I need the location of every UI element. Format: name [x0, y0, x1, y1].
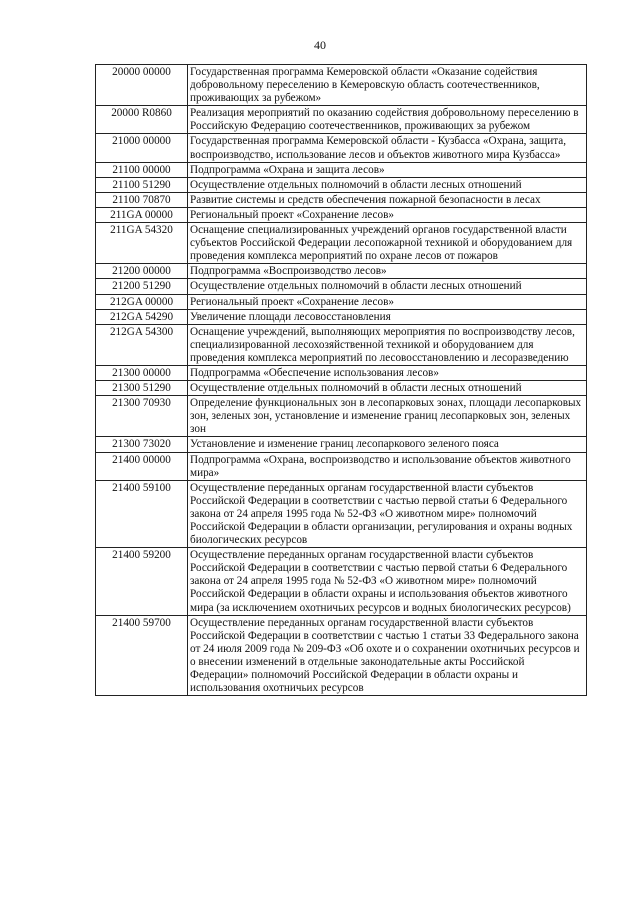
table-row [96, 396, 587, 437]
row-code: 21400 59100 [96, 480, 188, 547]
row-name: Оснащение специализированных учреждений органов государственной власти субъектов Российской Федерации лесопожарной техникой и оборудованием для проведения комплекса мероприятий по охране лесов от пожаров [188, 223, 587, 264]
row-name: Осуществление переданных органам государственной власти субъектов Российской Федерации в соответствии с частью 1 статьи 33 Федерального закона от 24 июля 2009 года № 209-ФЗ «Об охоте и о сохранении охотничьих ресурсов и о внесении изменений в отдельные законодательные акты Российской Федерации» полномочий Российской Федерации в области охраны и использования охотничьих ресурсов [188, 615, 587, 696]
row-code: 21100 00000 [96, 162, 188, 177]
page-number: 40 [314, 38, 326, 52]
row-name: Подпрограмма «Охрана, воспроизводство и использование объектов животного мира» [188, 452, 587, 480]
row-code: 21000 00000 [96, 134, 188, 162]
table-row [96, 192, 587, 207]
table-row [96, 615, 587, 696]
table-row [96, 134, 587, 162]
table-row [96, 279, 587, 294]
table-row [96, 177, 587, 192]
row-code: 212GA 54290 [96, 309, 188, 324]
row-code: 21200 00000 [96, 264, 188, 279]
table-row [96, 309, 587, 324]
row-name: Осуществление переданных органам государственной власти субъектов Российской Федерации в соответствии с частью первой статьи 6 Федерального закона от 24 апреля 1995 года № 52-ФЗ «О животном мире» полномочий Российской Федерации в области организации, регулирования и охраны водных биологических ресурсов [188, 480, 587, 547]
row-code: 21200 51290 [96, 279, 188, 294]
table-row [96, 106, 587, 134]
row-name: Реализация мероприятий по оказанию содействия добровольному переселению в Российскую Федерацию соотечественников, проживающих за рубежом [188, 106, 587, 134]
row-code: 21400 00000 [96, 452, 188, 480]
row-name: Подпрограмма «Обеспечение использования лесов» [188, 365, 587, 380]
row-name: Подпрограмма «Воспроизводство лесов» [188, 264, 587, 279]
row-code: 21400 59700 [96, 615, 188, 696]
row-code: 21300 51290 [96, 381, 188, 396]
row-code: 21300 73020 [96, 437, 188, 452]
table-row [96, 223, 587, 264]
row-code: 212GA 54300 [96, 324, 188, 365]
row-code: 21300 00000 [96, 365, 188, 380]
table-row [96, 324, 587, 365]
row-code: 21100 51290 [96, 177, 188, 192]
table-row [96, 381, 587, 396]
table-row [96, 207, 587, 222]
row-code: 211GA 54320 [96, 223, 188, 264]
table-row [96, 65, 587, 106]
row-code: 20000 R0860 [96, 106, 188, 134]
row-name: Определение функциональных зон в лесопарковых зонах, площади лесопарковых зон, зеленых зон, установление и изменение границ лесопарковых зон, зеленых зон [188, 396, 587, 437]
row-name: Государственная программа Кемеровской области «Оказание содействия добровольному переселению в Кемеровскую область соотечественников, проживающих за рубежом» [188, 65, 587, 106]
row-name: Оснащение учреждений, выполняющих мероприятия по воспроизводству лесов, специализированной лесохозяйственной техникой и оборудованием для проведения комплекса мероприятий по лесовосстановлению и лесоразведению [188, 324, 587, 365]
row-code: 21400 59200 [96, 548, 188, 615]
table-row [96, 437, 587, 452]
row-name: Государственная программа Кемеровской области - Кузбасса «Охрана, защита, воспроизводство, использование лесов и объектов животного мира Кузбасса» [188, 134, 587, 162]
table-row [96, 480, 587, 547]
row-name: Осуществление отдельных полномочий в области лесных отношений [188, 177, 587, 192]
budget-code-table [95, 64, 587, 696]
table-row [96, 452, 587, 480]
row-name: Осуществление отдельных полномочий в области лесных отношений [188, 381, 587, 396]
row-code: 21100 70870 [96, 192, 188, 207]
table-row [96, 294, 587, 309]
row-name: Увеличение площади лесовосстановления [188, 309, 587, 324]
row-name: Осуществление отдельных полномочий в области лесных отношений [188, 279, 587, 294]
row-name: Установление и изменение границ лесопаркового зеленого пояса [188, 437, 587, 452]
row-name: Региональный проект «Сохранение лесов» [188, 207, 587, 222]
row-code: 21300 70930 [96, 396, 188, 437]
table-row [96, 365, 587, 380]
row-name: Подпрограмма «Охрана и защита лесов» [188, 162, 587, 177]
row-code: 211GA 00000 [96, 207, 188, 222]
table-row [96, 548, 587, 615]
table-row [96, 162, 587, 177]
row-name: Осуществление переданных органам государственной власти субъектов Российской Федерации в соответствии с частью первой статьи 6 Федерального закона от 24 апреля 1995 года № 52-ФЗ «О животном мире» полномочий Российской Федерации в области охраны и использования объектов животного мира (за исключением охотничьих ресурсов и водных биологических ресурсов) [188, 548, 587, 615]
row-code: 20000 00000 [96, 65, 188, 106]
table-row [96, 264, 587, 279]
row-code: 212GA 00000 [96, 294, 188, 309]
row-name: Развитие системы и средств обеспечения пожарной безопасности в лесах [188, 192, 587, 207]
row-name: Региональный проект «Сохранение лесов» [188, 294, 587, 309]
